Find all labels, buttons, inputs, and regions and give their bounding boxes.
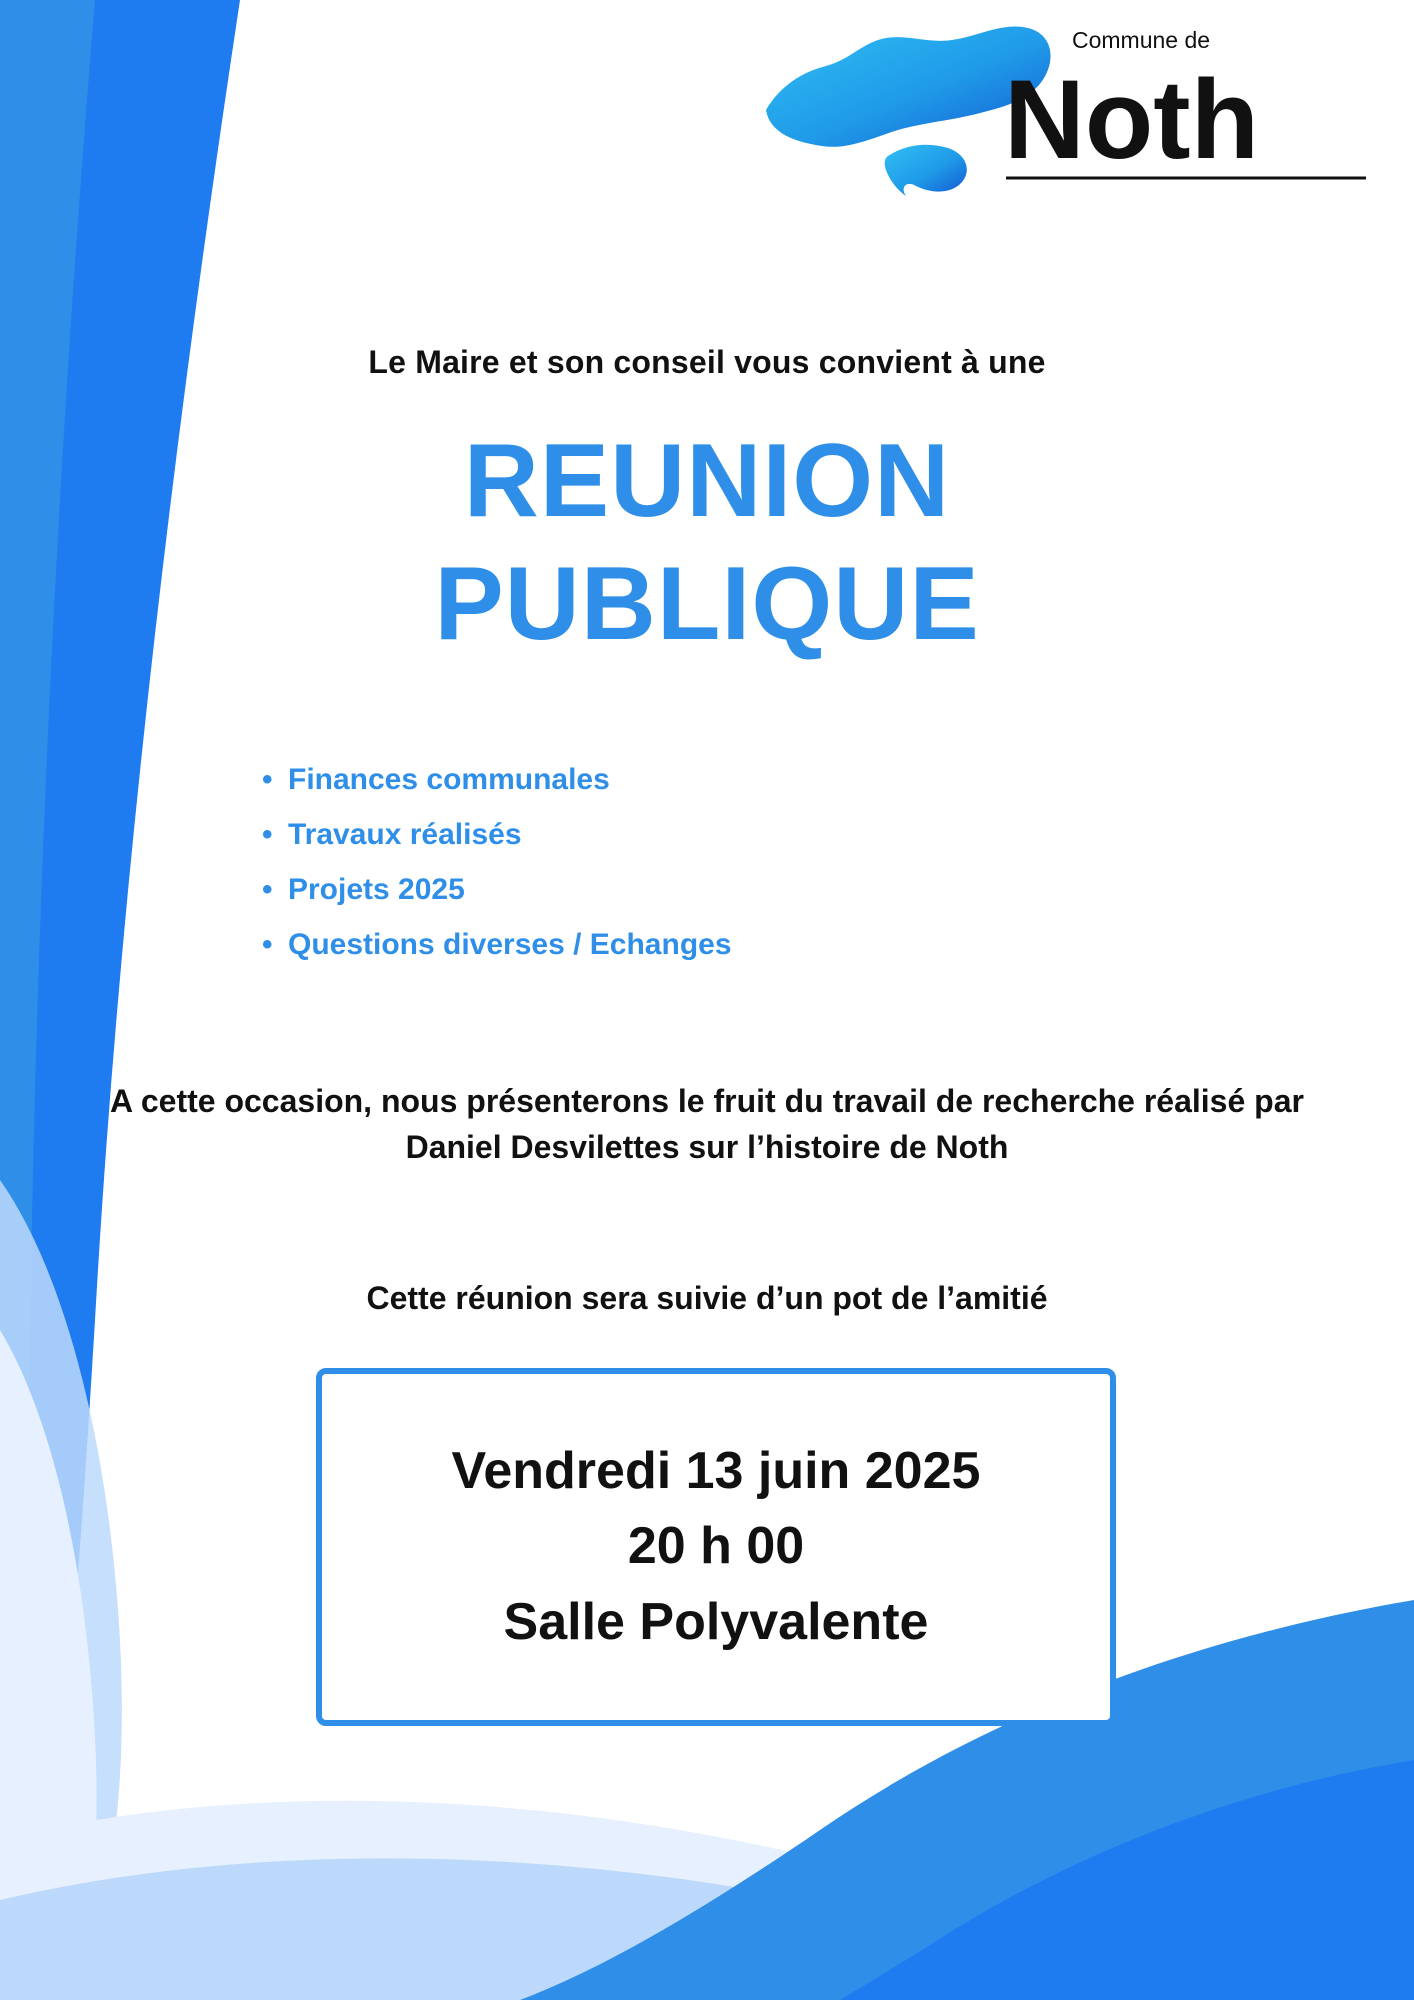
list-item — [262, 875, 1162, 905]
agenda-item-label: Projets 2025 — [288, 873, 465, 906]
agenda-item-label: Travaux réalisés — [288, 818, 522, 851]
headline-line-2: PUBLIQUE — [434, 545, 980, 662]
event-place: Salle Polyvalente — [503, 1592, 929, 1651]
logo-commune-de-text: Commune de — [1072, 27, 1211, 53]
agenda-list — [262, 765, 1162, 985]
logo-name-text: Noth — [1004, 57, 1260, 182]
research-paragraph: A cette occasion, nous présenterons le fruit du travail de recherche réalisé par Daniel Desvilettes sur l’histoire de Noth — [110, 1083, 1304, 1166]
page-title — [0, 420, 1414, 665]
event-details-box — [316, 1368, 1116, 1726]
logo-graphic — [756, 10, 1376, 240]
pot-paragraph: Cette réunion sera suivie d’un pot de l’amitié — [366, 1280, 1048, 1316]
headline-line-1: REUNION — [463, 423, 951, 539]
event-time: 20 h 00 — [627, 1517, 805, 1576]
commune-logo — [756, 10, 1376, 240]
bullet-icon: • — [262, 763, 273, 796]
list-item — [262, 820, 1162, 850]
bullet-icon: • — [262, 928, 273, 961]
intro-line: Le Maire et son conseil vous convient à une — [368, 344, 1046, 380]
bullet-icon: • — [262, 818, 273, 851]
agenda-item-label: Questions diverses / Echanges — [288, 928, 732, 961]
agenda-item-label: Finances communales — [288, 763, 610, 796]
bullet-icon: • — [262, 873, 273, 906]
list-item — [262, 930, 1162, 960]
list-item — [262, 765, 1162, 795]
event-date: Vendredi 13 juin 2025 — [451, 1441, 981, 1500]
